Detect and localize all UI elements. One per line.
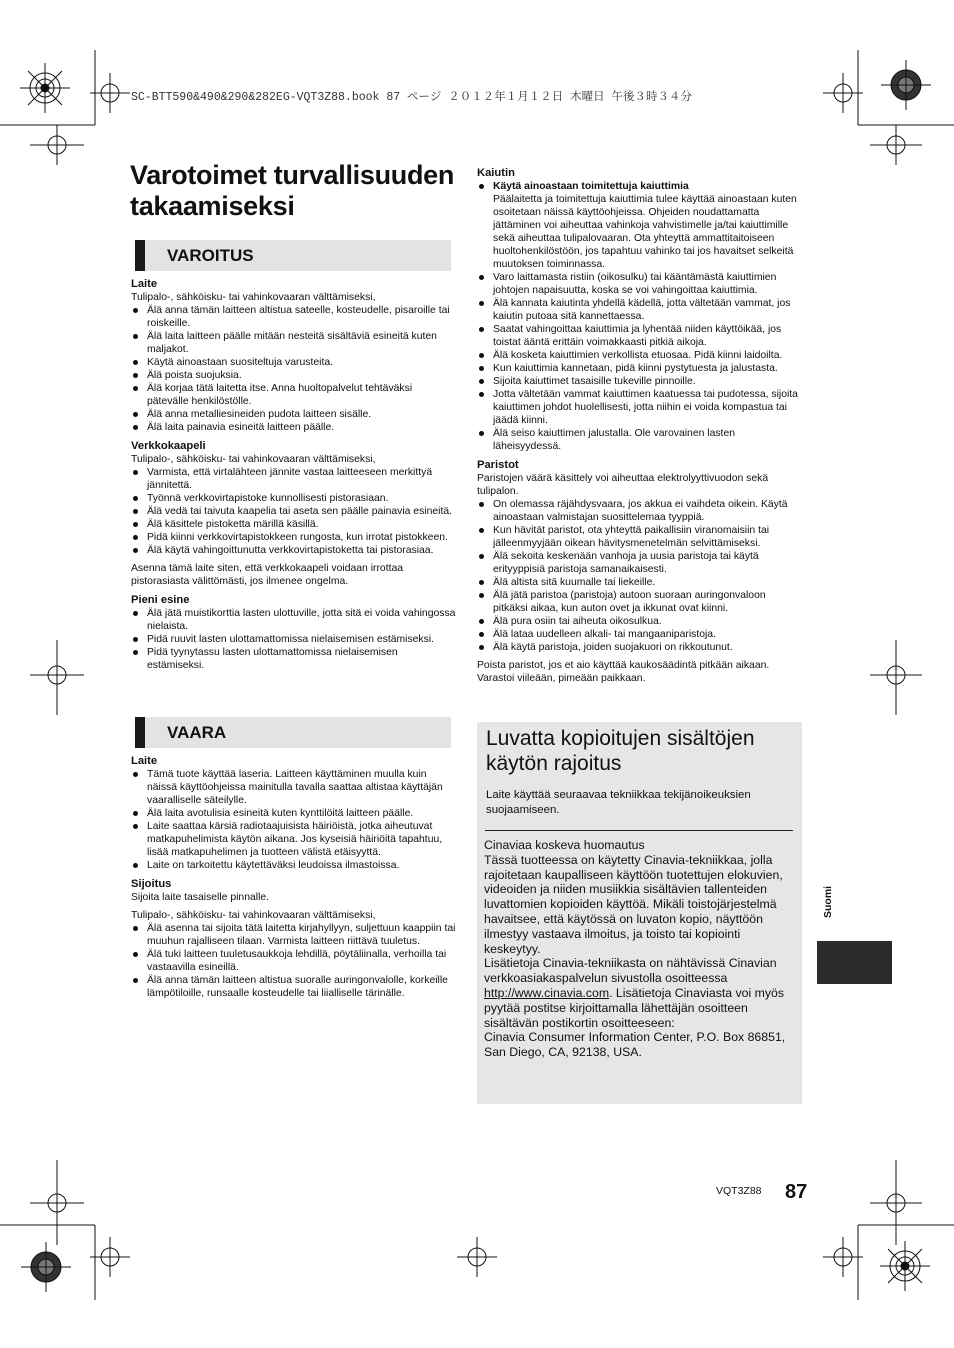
registration-sunburst-icon xyxy=(20,63,70,113)
list-item: Älä pura osiin tai aiheuta oikosulkua. xyxy=(477,615,802,628)
pieni-esine-list xyxy=(131,607,456,672)
list-item: Älä lataa uudelleen alkali- tai mangaaniparistoja. xyxy=(477,628,802,641)
list-item: Laite saattaa kärsiä radiotaajuisista häiriöistä, jotka aiheutuvat matkapuhelimista käytön aikana. Jos kyseisiä häiriöitä tapahtuu, lisää matkapuhelimen ja tuotteen välistä etäisyyttä. xyxy=(131,820,456,859)
list-item: Älä korjaa tätä laitetta itse. Anna huoltopalvelut tehtäväksi pätevälle henkilöstölle. xyxy=(131,382,456,408)
print-file-header: SC-BTT590&490&290&282EG-VQT3Z88.book 87 ページ ２０１２年１月１２日 木曜日 午後３時３４分 xyxy=(131,91,693,104)
crosshair-icon xyxy=(870,1183,922,1223)
divider xyxy=(485,830,793,831)
page-number: 87 xyxy=(785,1181,808,1203)
verkkokaapeli-list xyxy=(131,466,456,557)
cinavia-paragraph: Tässä tuotteessa on käytetty Cinavia-tekniikkaa, jolla rajoitetaan kaupalliseen käyttöön tuotettujen elokuvien, videoiden ja niiden musiikkia sisältävien tallenteiden luvattomien kopioiden käyttöä. Mikäli toistojärjestelmä havaitsee, että käytössä on luvaton kopio, näyttöön ilmestyy vastaava ilmoitus, ja toisto tai kopiointi keskeytyy. xyxy=(484,852,783,956)
list-item: Pidä ruuvit lasten ulottamattomissa nielaisemisen estämiseksi. xyxy=(131,633,456,646)
list-item xyxy=(477,180,802,271)
list-item: Työnnä verkkovirtapistoke kunnollisesti pistorasiaan. xyxy=(131,492,456,505)
list-item: Kun kaiuttimia kannetaan, pidä kiinni pystytuesta ja jalustasta. xyxy=(477,362,802,375)
cinavia-website-link[interactable]: http://www.cinavia.com xyxy=(484,985,610,1000)
list-item: Älä käytä paristoja, joiden suojakuori on rikkoutunut. xyxy=(477,641,802,654)
page-title: Varotoimet turvallisuuden takaamiseksi xyxy=(130,160,455,221)
list-item: Varo laittamasta ristiin (oikosulku) tai kääntämästä kaiuttimien johtojen napaisuutta, koska se voi vahingoittaa kaiuttimia. xyxy=(477,271,802,297)
list-item: Saatat vahingoittaa kaiuttimia ja lyhentää niiden käyttöikää, jos toistat ääntä erittäin voimakkaasti pitkiä aikoja. xyxy=(477,323,802,349)
list-item: Käytä ainoastaan suositeltuja varusteita. xyxy=(131,356,456,369)
sijoitus-line: Sijoita laite tasaiselle pinnalle. xyxy=(131,892,270,903)
sijoitus-intro: Tulipalo-, sähköisku- tai vahinkovaaran välttämiseksi, xyxy=(131,910,376,921)
kaiutin-heading: Kaiutin xyxy=(477,167,515,179)
crosshair-icon xyxy=(30,655,84,695)
list-item: Älä laita laitteen päälle mitään nesteitä sisältäviä esineitä kuten maljakot. xyxy=(131,330,456,356)
crosshair-icon xyxy=(870,655,922,695)
cinavia-paragraph-2: Lisätietoja Cinavia-tekniikasta on nähtävissä Cinavian verkkoasiakaspalvelun sivustolla osoitteessa http://www.cinavia.com. Lisätietoja Cinaviasta voi myös pyytää postitse kirjoittamalla lähettäjän osoitteen sisältävän postikortin osoitteeseen: xyxy=(484,956,785,1030)
verkkokaapeli-heading: Verkkokaapeli xyxy=(131,440,206,452)
paristot-intro: Paristojen väärä käsittely voi aiheuttaa elektrolyyttivuodon sekä tulipalon. xyxy=(477,473,769,497)
crosshair-icon xyxy=(90,73,130,113)
language-tab xyxy=(817,941,892,984)
list-item: Älä altista sitä kuumalle tai liekeille. xyxy=(477,576,802,589)
pieni-esine-heading: Pieni esine xyxy=(131,594,190,606)
list-item: Älä anna tämän laitteen altistua sateelle, kosteudelle, pisaroille tai roiskeille. xyxy=(131,304,456,330)
registration-sunburst-icon xyxy=(21,1242,71,1292)
vaara-laite-heading: Laite xyxy=(131,755,158,767)
registration-sunburst-icon xyxy=(880,1241,930,1291)
laite-heading: Laite xyxy=(131,278,158,290)
cinavia-address: Cinavia Consumer Information Center, P.O. Box 86851, San Diego, CA, 92138, USA. xyxy=(484,1030,786,1060)
list-item: Älä asenna tai sijoita tätä laitetta kirjahyllyyn, suljettuun kaappiin tai muuhun rajalliseen tilaan. Varmista laitteen riittävä tuuletus. xyxy=(131,922,456,948)
kaiutin-list xyxy=(477,180,802,453)
sijoitus-list xyxy=(131,922,456,1000)
laite-list xyxy=(131,304,456,434)
list-item: Tämä tuote käyttää laseria. Laitteen käyttäminen muulla kuin näissä käyttöohjeissa mainitulla tavalla saattaa altistaa käyttäjän vaaralliselle säteilylle. xyxy=(131,768,456,807)
list-item: Älä anna metalliesineiden pudota laitteen sisälle. xyxy=(131,408,456,421)
list-item: Älä tuki laitteen tuuletusaukkoja lehdillä, pöytäliinalla, verhoilla tai vastaavilla esineillä. xyxy=(131,948,456,974)
crosshair-icon xyxy=(870,125,922,165)
list-item: Sijoita kaiuttimet tasaisille tukeville pinnoille. xyxy=(477,375,802,388)
cinavia-intro: Laite käyttää seuraavaa tekniikkaa tekijänoikeuksien suojaamiseen. xyxy=(486,789,751,816)
crosshair-icon xyxy=(457,1237,497,1277)
list-item: Pidä tyynytassu lasten ulottamattomissa nielaisemisen estämiseksi. xyxy=(131,646,456,672)
language-label: Suomi xyxy=(822,885,834,919)
list-item: Älä käsittele pistoketta märillä käsillä. xyxy=(131,518,456,531)
registration-sunburst-icon xyxy=(881,60,931,110)
verkkokaapeli-intro: Tulipalo-, sähköisku- tai vahinkovaaran välttämiseksi, xyxy=(131,454,376,465)
sijoitus-heading: Sijoitus xyxy=(131,878,172,890)
list-item: Älä laita avotulisia esineitä kuten kynttilöitä laitteen päälle. xyxy=(131,807,456,820)
list-item: Älä käytä vahingoittunutta verkkovirtapistoketta tai pistorasiaa. xyxy=(131,544,456,557)
list-item: On olemassa räjähdysvaara, jos akkua ei vaihdeta oikein. Käytä ainoastaan valmistajan suosittelemaa tyyppiä. xyxy=(477,498,802,524)
kaiutin-first-bold: Käytä ainoastaan toimitettuja kaiuttimia xyxy=(493,181,689,192)
list-item: Jotta vältetään vammat kaiuttimen kaatuessa tai pudotessa, sijoita kaiuttimen johdot huolellisesti, jotta niihin ei voida kompastua tai jäädä kiinni. xyxy=(477,388,802,427)
list-item: Älä jätä paristoa (paristoja) autoon suoraan auringonvaloon pitkäksi aikaa, kun auton ovet ja ikkunat ovat kiinni. xyxy=(477,589,802,615)
list-item: Älä seiso kaiuttimen jalustalla. Ole varovainen lasten läheisyydessä. xyxy=(477,427,802,453)
list-item: Älä sekoita keskenään vanhoja ja uusia paristoja tai käytä erityyppisiä paristoja samanaikaisesti. xyxy=(477,550,802,576)
section-heading-varoitus: VAROITUS xyxy=(135,240,451,271)
list-item: Älä poista suojuksia. xyxy=(131,369,456,382)
cinavia-title: Luvatta kopioitujen sisältöjen käytön rajoitus xyxy=(486,727,755,775)
crosshair-icon xyxy=(90,1237,130,1277)
list-item: Kun hävität paristot, ota yhteyttä paikallisiin viranomaisiin tai jälleenmyyjään oikean hävitysmenetelmän selvittämiseksi. xyxy=(477,524,802,550)
list-item: Laite on tarkoitettu käytettäväksi leudoissa ilmastoissa. xyxy=(131,859,456,872)
paristot-note: Poista paristot, jos et aio käyttää kaukosäädintä pitkään aikaan. Varastoi viileään, pimeään paikkaan. xyxy=(477,660,770,684)
paristot-list xyxy=(477,498,802,654)
list-item: Älä kannata kaiutinta yhdellä kädellä, jotta vältetään vammat, jos kaiutin putoaa sitä kannettaessa. xyxy=(477,297,802,323)
varoitus-section xyxy=(131,277,456,672)
section-heading-vaara: VAARA xyxy=(135,717,451,748)
crosshair-icon xyxy=(30,1183,84,1223)
cinavia-notice xyxy=(484,838,792,1060)
list-item: Älä jätä muistikorttia lasten ulottuville, jotta sitä ei voida vahingossa nielaista. xyxy=(131,607,456,633)
crosshair-icon xyxy=(30,125,84,165)
laite-intro: Tulipalo-, sähköisku- tai vahinkovaaran välttämiseksi, xyxy=(131,292,376,303)
verkkokaapeli-note: Asenna tämä laite siten, että verkkokaapeli voidaan irrottaa pistorasiasta välittömästi, jos ilmenee ongelma. xyxy=(131,563,404,587)
crosshair-icon xyxy=(823,1237,863,1277)
list-item: Älä laita painavia esineitä laitteen päälle. xyxy=(131,421,456,434)
list-item: Älä vedä tai taivuta kaapelia tai aseta sen päälle painavia esineitä. xyxy=(131,505,456,518)
cinavia-notice-title: Cinaviaa koskeva huomautus xyxy=(484,838,645,852)
model-code: VQT3Z88 xyxy=(716,1185,762,1197)
vaara-laite-list xyxy=(131,768,456,872)
kaiutin-first-text: Päälaitetta ja toimitettuja kaiuttimia tulee käyttää ainoastaan kuten osoitetaan näissä käyttöohjeissa. Ohjeiden noudattamatta jättäminen voi aiheuttaa vahinkoja vahvistimelle ja/tai kaiuttimille sekä aiheuttaa tulipalovaaran. Ota yhteyttä ammattitaitoiseen huoltohenkilöstöön, jos tapahtuu vahinko tai jos havaitset selkeitä muutoksen toiminnassa. xyxy=(493,194,797,270)
list-item: Älä kosketa kaiuttimien verkollista etuosaa. Pidä kiinni laidoilta. xyxy=(477,349,802,362)
paristot-heading: Paristot xyxy=(477,459,519,471)
kaiutin-paristot-section xyxy=(477,166,802,685)
list-item: Älä anna tämän laitteen altistua suoralle auringonvalolle, korkeille lämpötiloille, runsaalle kosteudelle tai liialliselle tärinälle. xyxy=(131,974,456,1000)
list-item: Varmista, että virtalähteen jännite vastaa laitteeseen merkittyä jännitettä. xyxy=(131,466,456,492)
list-item: Pidä kiinni verkkovirtapistokkeen rungosta, kun irrotat pistokkeen. xyxy=(131,531,456,544)
vaara-section xyxy=(131,754,456,1000)
